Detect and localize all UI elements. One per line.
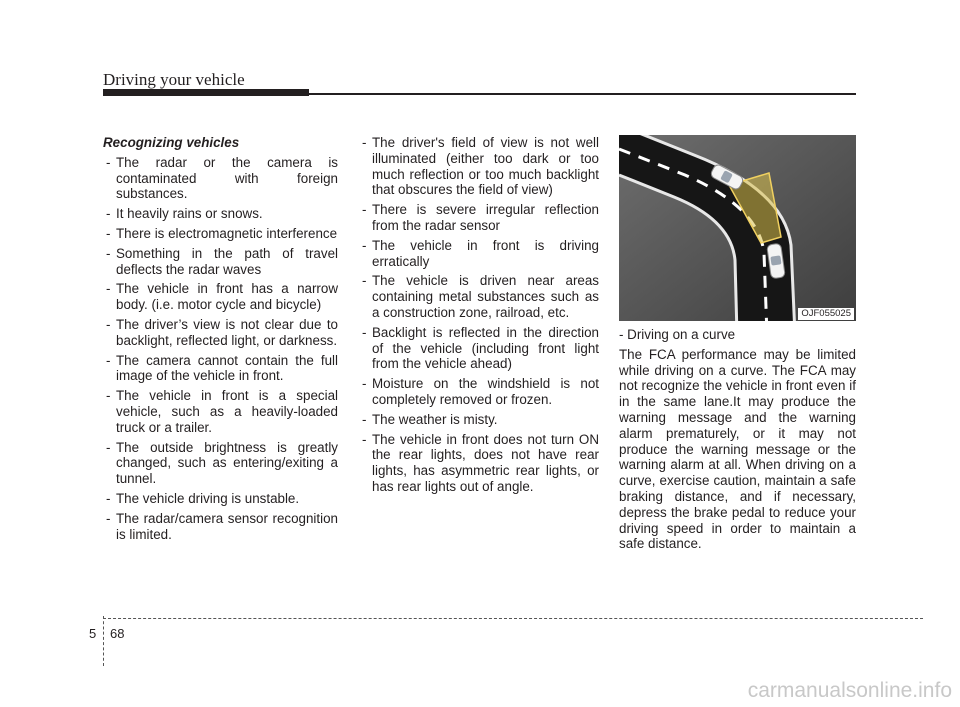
column-left bbox=[103, 135, 338, 546]
list-item: - The driver's field of view is not well illuminated (either too dark or too much reflection or too much backlight that obscures the field of view) bbox=[359, 135, 599, 198]
condition-list-2 bbox=[359, 135, 599, 495]
list-item: - The radar or the camera is contaminated with foreign substances. bbox=[103, 155, 338, 202]
column-middle bbox=[359, 135, 599, 499]
page-number: 68 bbox=[110, 626, 125, 641]
watermark: carmanualsonline.info bbox=[747, 679, 952, 702]
chapter-number: 5 bbox=[89, 626, 97, 641]
list-item: - There is severe irregular reflection from the radar sensor bbox=[359, 202, 599, 234]
list-item: - The vehicle in front does not turn ON the rear lights, does not have rear lights, has asymmetric rear lights, or has rear lights out of angle. bbox=[359, 432, 599, 495]
list-item: - The vehicle is driven near areas containing metal substances such as a construction zone, railroad, etc. bbox=[359, 273, 599, 320]
condition-list-1 bbox=[103, 155, 338, 543]
curve-condition-item: - Driving on a curve bbox=[619, 327, 736, 342]
list-item: - The outside brightness is greatly changed, such as entering/exiting a tunnel. bbox=[103, 440, 338, 487]
list-item: - The vehicle in front is a special vehicle, such as a heavily-loaded truck or a trailer. bbox=[103, 388, 338, 435]
figure-code: OJF055025 bbox=[798, 308, 854, 320]
list-item: - Moisture on the windshield is not completely removed or frozen. bbox=[359, 376, 599, 408]
list-item: - The driver’s view is not clear due to backlight, reflected light, or darkness. bbox=[103, 317, 338, 349]
list-item: - The camera cannot contain the full image of the vehicle in front. bbox=[103, 353, 338, 385]
footer-divider bbox=[103, 616, 104, 666]
list-item: - The vehicle in front has a narrow body. (i.e. motor cycle and bicycle) bbox=[103, 281, 338, 313]
list-item: - The weather is misty. bbox=[359, 412, 599, 428]
header-rule-thin bbox=[309, 93, 856, 95]
list-item: - Backlight is reflected in the direction of the vehicle (including front light from the vehicle ahead) bbox=[359, 325, 599, 372]
header-rule-thick bbox=[103, 89, 309, 96]
list-item: - There is electromagnetic interference bbox=[103, 226, 338, 242]
column-right bbox=[619, 327, 856, 552]
list-item: - It heavily rains or snows. bbox=[103, 206, 338, 222]
page-header-title: Driving your vehicle bbox=[103, 70, 245, 89]
list-item: - The vehicle in front is driving erratically bbox=[359, 238, 599, 270]
curve-paragraph: The FCA performance may be limited while driving on a curve. The FCA may not recognize the vehicle in front even if in the same lane.It may produce the warning message and the warning alarm prematurely, or it may not produce the warning message or the warning alarm at all. When driving on a curve, exercise caution, maintain a safe braking distance, and if necessary, depress the brake pedal to reduce your driving speed in order to maintain a safe distance. bbox=[619, 346, 856, 552]
curved-road-graphic bbox=[619, 135, 856, 321]
curve-illustration bbox=[619, 135, 856, 321]
list-item: - The vehicle driving is unstable. bbox=[103, 491, 338, 507]
section-heading: Recognizing vehicles bbox=[103, 135, 240, 150]
list-item: - The radar/camera sensor recognition is limited. bbox=[103, 511, 338, 543]
list-item: - Something in the path of travel deflects the radar waves bbox=[103, 246, 338, 278]
footer-rule bbox=[103, 618, 923, 619]
